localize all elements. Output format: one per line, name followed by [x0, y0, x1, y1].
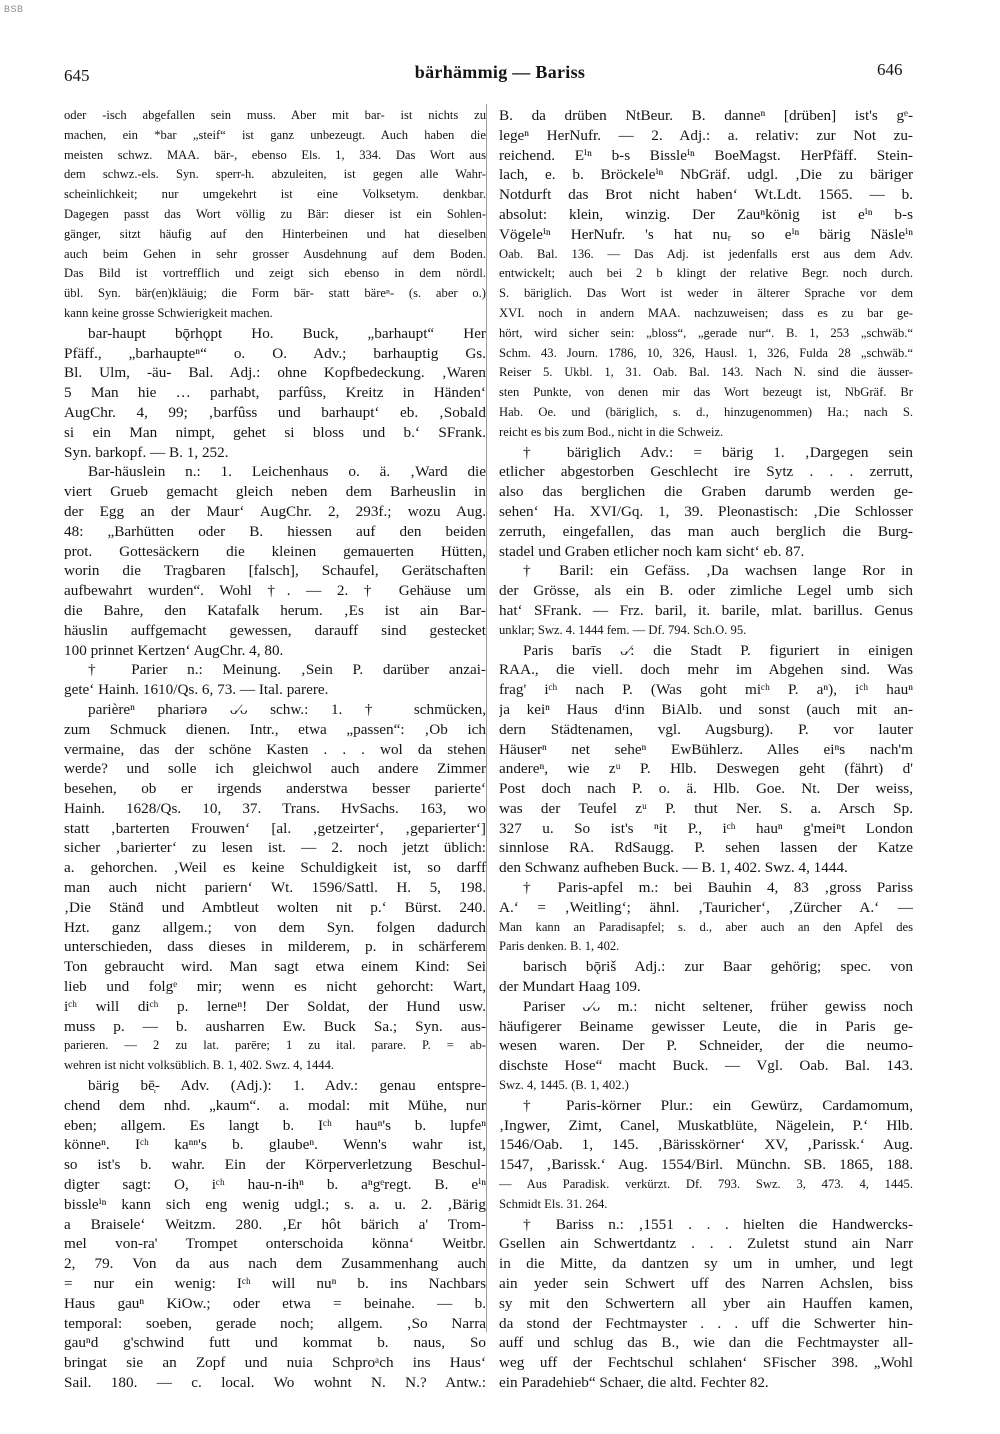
text-line: Reiser 5. Ukbl. 1, 31. Oab. Bal. 143. Nach N. sind die äusser-	[499, 365, 913, 380]
text-line: sicher ‚barierter‘ zu lesen ist. — 2. noch jetzt üblich:	[64, 839, 486, 857]
text-line: Hzt. ganz allgem.; von dem Syn. folgen dadurch	[64, 918, 486, 936]
entry-headword-line: † Paris-apfel m.: bei Bauhin 4, 83 ‚gross Pariss	[523, 879, 913, 897]
text-line: lieb und folgᵉ mir; wenn es nicht gehorcht: Wart,	[64, 978, 486, 996]
text-line: der Mundart Haag 109.	[499, 978, 641, 996]
text-line: sehen‘ Ha. XVI/Gq. 1, 39. Pleonastisch: ‚Die Schlosser	[499, 502, 913, 520]
text-line: 1547, ‚Barissk.‘ Aug. 1554/Birl. Münchn. SB. 1865, 188.	[499, 1156, 913, 1174]
text-line: Gsellen ain Schwertdantz . . . Zuletst stund ain Narr	[499, 1235, 913, 1253]
text-line: Bl. Ulm, -äu- Bal. Adj.: ohne Kopfbedeckung. ‚Waren	[64, 364, 486, 382]
text-line: übl. Syn. bär(en)kläuig; die Form bär- statt bäreⁿ- (s. aber o.)	[64, 286, 486, 301]
text-line: unklar; Swz. 4. 1444 fem. — Df. 794. Sch.O. 95.	[499, 622, 747, 637]
text-line: ain yeder sein Schwert uff des Narren Achslen, biss	[499, 1275, 913, 1293]
text-line: häuslin auffgemacht gewessen, darauff sind gestecket	[64, 621, 486, 639]
text-line: etlicher abgestorben Geschlecht ire Sytz . . . zerrutt,	[499, 463, 913, 481]
text-line: si ein Man nimpt, gehet si bloss und b.‘ SFrank.	[64, 423, 486, 441]
text-line: ja keiⁿ Haus dʳinn BiAlb. und sonst (auch mit an-	[499, 700, 913, 718]
text-line: aufbewahrt wurden“. Wohl †. — 2. † Gehäuse um	[64, 582, 486, 600]
text-line: kann keine grosse Schwierigkeit machen.	[64, 305, 273, 320]
entry-headword-line: bärig bē̜- Adv. (Adj.): 1. Adv.: genau entspre-	[88, 1077, 486, 1095]
text-line: ‚Die Stänḋ und Ambtleut wolten nit p.‘ Bürst. 240.	[64, 898, 486, 916]
text-line: 2, 79. Von da aus nach dem Zusammenhang auch	[64, 1255, 486, 1273]
text-line: meisten schwz. MAA. bär-, ebenso Els. 1, 334. Das Wort aus	[64, 147, 486, 162]
text-line: XVI. noch in andern MAA. nachzuweisen; dass es zu bar ge-	[499, 305, 913, 320]
entry-headword-line: † Paris-körner Plur.: ein Gewürz, Cardamomum,	[523, 1096, 913, 1114]
text-line: hört, wird sicher sein: „bloss“, „gerade nur“. B. 1, 253 „schwäb.“	[499, 325, 913, 340]
text-line: — Aus Paradisk. verkürzt. Df. 793. Swz. 3, 473. 4, 1445.	[499, 1177, 913, 1192]
library-stamp: BSB	[4, 4, 24, 14]
text-line: lach, e. b. Bröckeleⁱⁿ NbGräf. udgl. ‚Die zu bäriger	[499, 166, 913, 184]
text-line: sy mit den Schwertern all yber ain Hauffen kamen,	[499, 1294, 913, 1312]
text-line: Haus gauⁿ KiOw.; oder etwa = beinahe. — b.	[64, 1294, 486, 1312]
text-line: Sail. 180. — c. local. Wo wohnt N. N.? Antw.:	[64, 1374, 486, 1391]
text-line: ein Paradehieb“ Schaer, die altd. Fechter 82.	[499, 1374, 769, 1391]
text-line: gete‘ Hainh. 1610/Qs. 6, 73. — Ital. parere.	[64, 681, 329, 699]
text-line: in die Mitte, da dantzen sy um in umher, und legt	[499, 1255, 913, 1273]
text-line: da stond der Fechtmayster . . . uff die Schwerter hin-	[499, 1314, 913, 1332]
text-line: Ton gebraucht wird. Man sagt etwa einem Kind: Sei	[64, 958, 486, 976]
text-line: Das Bild ist vortrefflich und zeigt sich ebenso in dem nördl.	[64, 266, 486, 281]
text-line: Syn. barkopf. — B. 1, 252.	[64, 443, 229, 461]
text-line: häufigerer Beiname gewisser Leute, die in Paris ge-	[499, 1017, 913, 1035]
text-line: a. gehorchen. ‚Weil es keine Schuldigkeit ist, so darff	[64, 859, 486, 877]
text-line: zum Schmuck dienen. Intr., etwa „passen“: ‚Ob ich	[64, 720, 486, 738]
text-line: hat‘ SFrank. — Frz. baril, it. barile, mlat. barillus. Genus	[499, 601, 913, 619]
text-line: worin die Tragbaren [falsch], Schaufel, Gerätschaften	[64, 562, 486, 580]
text-line: temporal: soeben, gerade noch; allgem. ‚So Narra	[64, 1314, 486, 1332]
text-line: also das berglichen die Graben darumb werden ge-	[499, 483, 913, 501]
text-line: vermaine, das der schöne Kasten . . . wol da stehen	[64, 740, 486, 758]
entry-headword-line: † Bariss n.: ‚1551 . . . hielten die Handwercks-	[523, 1215, 913, 1233]
text-line: gänger, sitzt häufig auf den Hinterbeinen und hat dieselben	[64, 226, 486, 241]
text-line: oder -isch abgefallen sein muss. Aber mit bar- ist nichts zu	[64, 108, 486, 122]
text-line: dem schwz.-els. Syn. sperr-h. abzuleiten, ist gegen alle Wahr-	[64, 167, 486, 182]
text-line: Pfäff., „barhaupteⁿ“ o. O. Adv.; barhauptig Gs.	[64, 344, 486, 362]
text-line: wehren ist nicht volksüblich. B. 1, 402. Swz. 4, 1444.	[64, 1058, 335, 1073]
text-line: a Braisele‘ Weitzm. 280. ‚Er hôt bärich a' Trom-	[64, 1215, 486, 1233]
text-line: machen, ein *bar „steif“ ist ganz unbezeugt. Auch haben die	[64, 127, 486, 142]
text-line: entwickelt; auch bei 2 b klingt der relative Begr. noch durch.	[499, 266, 913, 281]
right-column	[499, 106, 913, 1393]
entry-headword-line: Bar-häuslein n.: 1. Leichenhaus o. ä. ‚Ward die	[88, 463, 486, 481]
text-line: dern Städtenamen, vgl. Augsburg). P. vor lauter	[499, 720, 913, 738]
text-line: AugChr. 4, 99; ‚barfûss und barhaupt‘ eb. ‚Sobald	[64, 403, 486, 421]
text-line: A.‘ = ‚Weitling‘; ähnl. ‚Tauricher‘, ‚Zürcher A.‘ —	[499, 898, 913, 916]
text-line: auff und schlug das B., wie dan die Fechtmayster all-	[499, 1334, 913, 1352]
text-line: Dagegen passt das Wort völlig zu Bär: dieser ist ein Sohlen-	[64, 206, 486, 221]
text-line: Häuserⁿ net seheⁿ EwBühlerz. Alles eiⁿs nach'm	[499, 740, 913, 758]
text-line: 327 u. So ist's ⁿit P., iᶜʰ hauⁿ g'meiⁿt London	[499, 819, 913, 837]
text-line: scheinlichkeit; nur umgekehrt ist eine Volksetym. denkbar.	[64, 187, 486, 202]
text-line: wesen waren. Der P. Schneider, der die neumo-	[499, 1037, 913, 1055]
left-column	[64, 106, 486, 1393]
text-line: stadel und Graben etlicher noch kam sicht‘ eb. 87.	[499, 542, 805, 560]
text-line: Schm. 43. Journ. 1786, 10, 326, Hausl. 1, 326, Fulda 28 „schwäb.“	[499, 345, 913, 360]
text-line: absolut: klein, winzig. Der Zauⁿkönig ist eⁱⁿ b-s	[499, 205, 913, 223]
text-line: Schmidt Els. 31. 264.	[499, 1196, 608, 1211]
text-line: der Egg an der Maur‘ AugChr. 2, 293f.; wozu Aug.	[64, 502, 486, 520]
text-line: 1546/Oab. 1, 145. ‚Bärisskörner‘ XV, ‚Parissk.‘ Aug.	[499, 1136, 913, 1154]
text-line: sinnlose RA. RdSaugg. P. sehen lassen der Katze	[499, 839, 913, 857]
text-line: statt ‚barterten Frouwen‘ [al. ‚getzeirter‘, ‚geparierter‘]	[64, 819, 486, 837]
page-number-left: 645	[64, 66, 90, 85]
running-head: bärhämmig — Bariss	[414, 62, 586, 82]
text-line: Hainh. 1628/Qs. 10, 37. Trans. HvSachs. 163, wo	[64, 799, 486, 817]
column-divider	[486, 104, 487, 1332]
text-line: viert Grueb gemacht gleich neben dem Barheuslin in	[64, 483, 486, 501]
text-line: Oab. Bal. 136. — Das Adj. ist jedenfalls erst aus dem Adv.	[499, 246, 913, 261]
text-line: Paris denken. B. 1, 402.	[499, 939, 620, 954]
text-line: parieren. — 2 zu lat. parēre; 1 zu ital. parare. P. = ab-	[64, 1038, 486, 1053]
text-line: = nur ein wenig: Iᶜʰ will nuⁿ b. ins Nachbars	[64, 1275, 486, 1293]
entry-headword-line: Paris barīs ᴗ⁄: die Stadt P. figuriert in einigen	[523, 641, 913, 659]
text-line: ‚Ingwer, Zimt, Canel, Muskatblüte, Nägelein, P.‘ Hlb.	[499, 1116, 913, 1134]
text-line: eben; allgem. Es langt b. Iᶜʰ hauⁿ's b. lupfeⁿ	[64, 1116, 486, 1134]
entry-headword-line: † Baril: ein Gefäss. ‚Da wachsen lange Ror in	[523, 562, 913, 580]
text-line: unterschieden, dass dieses in milderem, p. in schärferem	[64, 938, 486, 956]
text-line: 100 prinnet Kertzen‘ AugChr. 4, 80.	[64, 641, 284, 659]
entry-headword-line: † Parier n.: Meinung. ‚Sein P. darüber anzai-	[88, 661, 486, 679]
text-line: sten Punkte, von denen mir das Wort bezeugt ist, NbGräf. Br	[499, 385, 913, 400]
text-line: reicht es bis zum Bod., nicht in die Schweiz.	[499, 424, 724, 439]
text-line: S. bäriglich. Das Wort ist weder in älterer Sprache vor dem	[499, 286, 913, 301]
text-line: könneⁿ. Iᶜʰ kaⁿⁿ's b. glaubeⁿ. Wenn's wahr ist,	[64, 1136, 486, 1154]
text-line: weg uff der Fechtschul schlahen‘ SFischer 398. „Wohl	[499, 1354, 913, 1372]
text-line: muss p. — b. ausharren Ew. Buck Sa.; Syn. aus-	[64, 1017, 486, 1035]
text-line: 5 Man hie … parhabt, parfûss, Kreitz in Händen‘	[64, 384, 486, 402]
entry-headword-line: Pariser ᴗ⁄ᴗ m.: nicht seltener, früher gewiss noch	[523, 997, 913, 1015]
text-line: 48: „Barhütten oder B. hiessen auf den beiden	[64, 522, 486, 540]
text-line: Hab. Oe. und (bäriglich, s. d., hinzugenommen) Ha.; nach S.	[499, 404, 913, 419]
text-line: RAA., die viell. doch mehr im Abgehen sind. Was	[499, 661, 913, 679]
text-line: Vögeleⁱⁿ HerNufr. 's hat nuᵣ so eⁱⁿ bärig Näsleⁱⁿ	[499, 225, 913, 243]
entry-headword-line: bar-haupt bǭrhǫpt Ho. Buck, „barhaupt“ Her	[88, 324, 486, 342]
text-line: mel von-ra' Trompet onterschoida könna‘ Weitbr.	[64, 1235, 486, 1253]
text-line: digter sagt: O, iᶜʰ hau-n-ihⁿ b. aⁿgᵉregt. B. eⁱⁿ	[64, 1176, 486, 1194]
text-line: zerruth, eingefallen, das man auch berglich die Burg-	[499, 522, 913, 540]
text-line: andereⁿ, wie zᵘ P. Hlb. Deswegen geht (fährt) d'	[499, 760, 913, 778]
text-line: legeⁿ HerNufr. — 2. Adj.: a. relativ: zur Not zu-	[499, 126, 913, 144]
text-line: gauⁿd g'schwind futt und kommat b. naus, So	[64, 1334, 486, 1352]
text-line: Notdurft das Brot nicht haben‘ Wt.Ldt. 1565. — b.	[499, 186, 913, 204]
text-line: was der Teufel zᵘ P. thut Ner. S. a. Arsch Sp.	[499, 799, 913, 817]
text-line: iᶜʰ will diᶜʰ p. lerneⁿ! Der Soldat, der Hund usw.	[64, 997, 486, 1015]
page-number-right: 646	[877, 60, 903, 79]
text-line: so ist's b. wahr. Ein der Körperverletzung Beschul-	[64, 1156, 486, 1174]
text-line: die Bahre, den Katafalk herum. ‚Es ist ain Bar-	[64, 601, 486, 619]
text-line: den Schwanz aufheben Buck. — B. 1, 402. Swz. 4, 1444.	[499, 859, 848, 877]
text-line: bissleⁱⁿ kann sich eng wenig udgl.; s. a. u. 2. ‚Bärig	[64, 1195, 486, 1213]
text-line: werde? und solle ich gleichwol auch andere Zimmer	[64, 760, 486, 778]
text-line: Man kann an Paradisapfel; s. d., aber auch an den Apfel des	[499, 919, 913, 934]
text-line: auch beim Gehen in sehr grosser Ausdehnung auf dem Boden.	[64, 246, 486, 261]
text-line: bringat sie an Zopf und nuia Schproᵃch ins Haus‘	[64, 1354, 486, 1372]
text-line: prot. Gottesäckern die kleinen gemauerten Hütten,	[64, 542, 486, 560]
entry-headword-line: parièreⁿ phariərə ᴗ⁄ᴗ schw.: 1. † schmücken,	[88, 700, 486, 718]
entry-headword-line: barisch bǭriš Adj.: zur Baar gehörig; spec. von	[523, 958, 913, 976]
text-line: B. da drüben NtBeur. B. danneⁿ [drüben] ist's gᵉ-	[499, 107, 913, 124]
text-line: Post doch nach P. o. ä. Hlb. Goe. Nt. Der weiss,	[499, 780, 913, 798]
text-line: der Grösse, als ein B. oder zimliche Legel umb sich	[499, 582, 913, 600]
text-line: chend dem nhd. „kaum“. a. modal: mit Mühe, nur	[64, 1096, 486, 1114]
text-line: dischste Hose“ macht Buck. — Vgl. Oab. Bal. 143.	[499, 1057, 913, 1075]
text-line: reichend. Eⁱⁿ b-s Bissleⁱⁿ BoeMagst. HerPfäff. Stein-	[499, 146, 913, 164]
entry-headword-line: † bäriglich Adv.: = bärig 1. ‚Dargegen sein	[523, 443, 913, 461]
text-line: Swz. 4, 1445. (B. 1, 402.)	[499, 1078, 629, 1093]
text-line: frag' iᶜʰ nach P. (Was goht miᶜʰ P. aⁿ), iᶜʰ hauⁿ	[499, 681, 913, 699]
text-line: man auch nicht pariern‘ Wt. 1596/Sattl. H. 5, 198.	[64, 879, 486, 897]
text-line: besehen, ob er irgends anderstwa besser parierte‘	[64, 780, 486, 798]
